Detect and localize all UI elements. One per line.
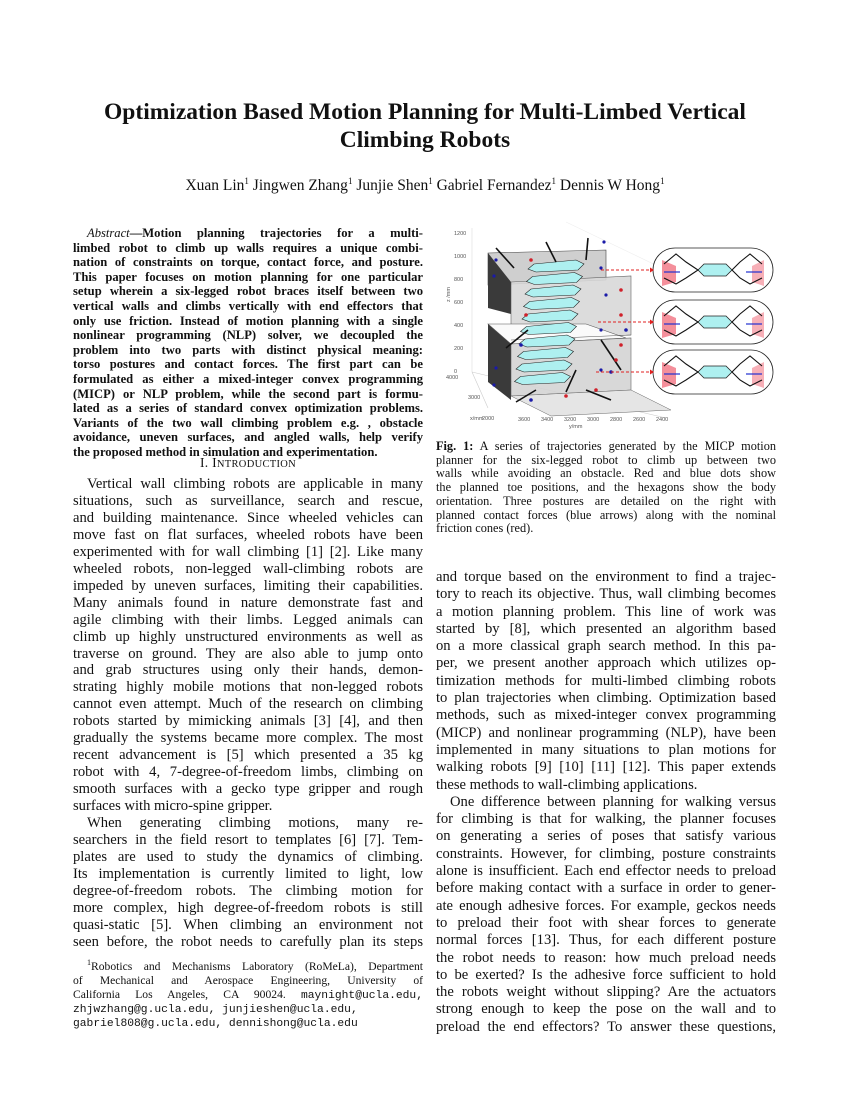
author-name: Junjie Shen — [356, 177, 429, 195]
caption-line — [436, 440, 776, 454]
toe-position-dot — [604, 293, 607, 296]
text-line: recent advancement is [5] which presented a 35 kg — [73, 747, 423, 764]
abstract-line — [73, 226, 423, 241]
text-line: normal forces [13]. Thus, for each different posture — [436, 932, 776, 949]
text-line: surfaces with micro-spine gripper. — [73, 798, 273, 815]
caption-line — [436, 509, 776, 523]
caption-text: the planned toe positions, and the hexagons show the body — [436, 480, 776, 495]
author-list — [0, 176, 850, 195]
author-affiliation-mark: 1 — [660, 176, 665, 186]
text-line: robot with 4, 7-degree-of-freedom limbs, climbing on — [73, 764, 423, 781]
abstract-text: formulated as either a mixed-integer convex programming — [73, 371, 423, 386]
y-tick-label: 3600 — [518, 417, 531, 423]
text-line: and building maintenance. Since wheeled vehicles can — [73, 509, 423, 526]
author-affiliation-mark: 1 — [551, 176, 556, 186]
text-line: more complex, high degree-of-freedom robots is still — [73, 899, 423, 916]
email-link[interactable]: gabriel808@g.ucla.edu, dennishong@ucla.edu — [73, 1017, 358, 1030]
text-line: plates are used to study the dynamics of climbing. — [73, 848, 423, 865]
text-line: and grab structures using only their hands, demon- — [73, 662, 423, 679]
text-line: and torque based on the environment to find a trajec- — [436, 569, 776, 585]
abstract-text: (MICP) or NLP problem, while the second part is formu- — [73, 386, 423, 401]
abstract-text: vertical walls and climbs vertically with end effectors that — [73, 298, 423, 313]
z-tick-label: 1200 — [454, 231, 467, 237]
abstract-line — [73, 241, 423, 256]
z-tick-label: 800 — [454, 277, 464, 283]
caption-text: A series of trajectories generated by the MICP motion — [473, 439, 776, 453]
abstract-line — [73, 328, 423, 343]
x-tick-label: 2000 — [482, 416, 495, 422]
toe-position-dot — [519, 343, 523, 347]
footnote-mark: 1 — [87, 958, 91, 967]
footnote-text: of Mechanical and Aerospace Engineering, University of — [73, 973, 423, 987]
text-line: smooth surfaces with a gecko type gripper and rough — [73, 781, 423, 798]
abstract-line — [73, 387, 423, 402]
abstract-text: only use friction. Instead of motion planning with a single — [73, 313, 423, 328]
section-title-initial: I — [212, 455, 217, 470]
text-line: Many animals found in nature demonstrate fast and — [73, 594, 423, 611]
body-hexagon — [698, 316, 732, 328]
z-tick-label: 200 — [454, 346, 464, 352]
abstract-text: nonlinear programming (NLP) solver, we decoupled the — [73, 328, 423, 343]
text-line: traverse on ground. They are also able to jump onto — [73, 645, 423, 662]
author-name: Gabriel Fernandez — [436, 177, 552, 195]
y-tick-label: 3200 — [564, 417, 577, 423]
text-line: situations, such as surveillance, search and rescue, — [73, 492, 423, 509]
abstract-line — [73, 430, 423, 445]
text-line: impeded by uneven surfaces, limiting their capabilities. — [73, 577, 423, 594]
toe-position-dot — [599, 368, 602, 371]
text-line: Its implementation is currently limited to light, low — [73, 865, 423, 882]
text-line: strong enough to keep the pose on the wall and to — [436, 1001, 776, 1018]
abstract-text: —Motion planning trajectories for a multi- — [129, 226, 423, 240]
caption-line — [436, 522, 776, 536]
text-line: quasi-static [5]. When climbing an environment not — [73, 916, 423, 933]
y-tick-label: 2600 — [633, 417, 646, 423]
caption-line — [436, 495, 776, 509]
abstract-text: setup wherein a six-legged robot braces itself between two — [73, 284, 423, 299]
y-tick-label: 3000 — [587, 417, 600, 423]
toe-position-dot — [492, 274, 495, 277]
abstract-line — [73, 284, 423, 299]
caption-text: walls while avoiding an obstacle. Red and blue dots show — [436, 466, 776, 481]
x-tick-label: 3000 — [468, 395, 481, 401]
text-line: the robots weight without slipping? Are the actuators — [436, 984, 776, 1001]
abstract-line — [73, 270, 423, 285]
text-line: climb up highly unstructured environments as well as — [73, 628, 423, 645]
caption-line — [436, 481, 776, 495]
text-line: move fast on flat surfaces, wheeled robots have been — [73, 526, 423, 543]
section-heading-introduction — [73, 455, 423, 471]
text-line: walking robots [9] [10] [11] [12]. This paper extends — [436, 759, 776, 776]
text-line: to be exerted? Is the adhesive force sufficient to hold — [436, 966, 776, 983]
toe-position-dot — [529, 258, 533, 262]
toe-position-dot — [594, 388, 598, 392]
abstract-line — [73, 255, 423, 270]
abstract-text: This paper focuses on motion planning for one particular — [73, 269, 423, 284]
abstract-text: the proposed method in simulation and experimentation. — [73, 444, 378, 459]
text-line: robots started by mimicking animals [3] [4], and then — [73, 713, 423, 730]
text-line: before making contact with a surface in order to gener- — [436, 880, 776, 897]
toe-position-dot — [494, 366, 497, 369]
abstract-line — [73, 401, 423, 416]
y-tick-label: 2400 — [656, 417, 669, 423]
toe-position-dot — [602, 240, 605, 243]
abstract-text: nation of constraints on torque, contact force, and posture. — [73, 255, 423, 270]
toe-position-dot — [564, 394, 568, 398]
paragraph — [73, 476, 423, 815]
abstract-line — [73, 314, 423, 329]
z-tick-label: 600 — [454, 300, 464, 306]
abstract-text: limbed robot to climb up walls requires a unique combi- — [73, 240, 423, 255]
text-line: to plan trajectories when climbing. Optimization based — [436, 690, 776, 707]
text-line: preload the end effectors? To answer these questions, — [436, 1018, 776, 1035]
text-line: constraints. However, for climbing, posture constraints — [436, 845, 776, 862]
text-line: degree-of-freedom robots. The climbing motion for — [73, 882, 423, 899]
abstract-line — [73, 372, 423, 387]
text-line: on a more classical graph search method. In this pa- — [436, 638, 776, 655]
caption-line — [436, 467, 776, 481]
caption-label: Fig. 1: — [436, 439, 474, 453]
toe-position-dot — [494, 258, 497, 261]
text-line: cannot even attempt. Much of the research on climbing — [73, 696, 423, 713]
abstract-line — [73, 416, 423, 431]
x-tick-label: 4000 — [446, 375, 459, 381]
footnote — [73, 956, 423, 1031]
toe-position-dot — [599, 266, 602, 269]
y-axis-label: y/mm — [569, 424, 583, 430]
section-number: I. — [199, 455, 209, 470]
right-column-body — [436, 569, 776, 1036]
author-affiliation-mark: 1 — [347, 176, 353, 186]
text-line: timization methods for multi-limbed climbing robots — [436, 672, 776, 689]
caption-text: orientation. Three postures are detailed on the right with — [436, 493, 776, 508]
abstract-text: torso postures and contact forces. The first part can be — [73, 357, 423, 372]
z-tick-label: 400 — [454, 323, 464, 329]
trajectory-plot — [436, 220, 776, 438]
abstract-line — [73, 357, 423, 372]
y-tick-label: 2800 — [610, 417, 623, 423]
z-tick-label: 0 — [454, 369, 458, 375]
author-name: Dennis W Hong — [559, 177, 661, 195]
text-line: gradually the systems became more complex. The most — [73, 730, 423, 747]
footnote-text: California Los Angeles, CA 90024. — [73, 987, 301, 1001]
text-line: wheeled robots, non-legged wall-climbing robots are — [73, 560, 423, 577]
text-line: tory to reach its objective. Thus, wall climbing becomes — [436, 586, 776, 603]
text-line: these methods to wall-climbing applications. — [436, 776, 698, 793]
toe-position-dot — [529, 398, 533, 402]
email-link[interactable]: zhjwzhang@g.ucla.edu, junjieshen@ucla.edu, — [73, 1003, 358, 1016]
caption-text: planned contact forces (blue arrows) along with the nominal — [436, 507, 776, 522]
toe-position-dot — [619, 288, 623, 292]
abstract-label: Abstract — [87, 226, 130, 240]
x-axis-label: x/mm — [470, 416, 484, 422]
text-line: per, we present another approach which utilizes op- — [436, 655, 776, 672]
toe-position-dot — [599, 328, 602, 331]
figure-caption — [436, 440, 776, 536]
text-line: (MICP) and nonlinear programming (NLP), have been — [436, 724, 776, 741]
z-tick-label: 1000 — [454, 254, 467, 260]
toe-position-dot — [614, 358, 618, 362]
caption-text: friction cones (red). — [436, 521, 534, 536]
toe-position-dot — [619, 343, 623, 347]
text-line: Vertical wall climbing robots are applicable in many — [87, 476, 423, 492]
text-line: implemented in many situations to plan motions for — [436, 741, 776, 758]
title-line: Optimization Based Motion Planning for Multi-Limbed Vertical — [104, 99, 746, 125]
text-line: ate enough adhesive forces. For example, geckos needs — [436, 897, 776, 914]
text-line: agile climbing with their limbs. Legged animals can — [73, 611, 423, 628]
toe-position-dot — [492, 383, 495, 386]
toe-position-dot — [524, 313, 528, 317]
paragraph — [436, 794, 776, 1036]
left-column-body — [73, 476, 423, 951]
text-line: on generating a series of poses that satisfy various — [436, 828, 776, 845]
toe-position-dot — [619, 313, 623, 317]
text-line: to preload their foot with shear forces to generate — [436, 914, 776, 931]
author-affiliation-mark: 1 — [428, 176, 433, 186]
text-line: a motion planning problem. This line of work was — [436, 603, 776, 620]
z-axis-label: z /mm — [446, 287, 452, 302]
text-line: strating highly mobile motions that non-legged robots — [73, 679, 423, 696]
title-line: Climbing Robots — [339, 127, 511, 153]
abstract-text: lated as a series of standard convex optimization problems. — [73, 401, 423, 416]
text-line: for climbing is that for walking, the planner focuses — [436, 811, 776, 828]
paper-title — [0, 98, 850, 154]
text-line: searchers in the field resort to templates [6] [7]. Tem- — [73, 832, 423, 849]
body-hexagon — [698, 366, 732, 378]
author-name: Jingwen Zhang — [252, 177, 348, 195]
email-link[interactable]: maynight@ucla.edu, — [300, 989, 423, 1002]
text-line: One difference between planning for walking versus — [450, 793, 776, 810]
toe-position-dot — [624, 328, 628, 332]
text-line: seen before, the robot needs to carefully plan its steps — [73, 933, 423, 950]
paragraph — [73, 815, 423, 951]
abstract-text: avoidance, uneven surfaces, and angled walls, help verify — [73, 430, 423, 445]
text-line: When generating climbing motions, many re- — [87, 815, 423, 832]
abstract-text: Variants of the two wall climbing problem e.g. , obstacle — [73, 415, 423, 430]
text-line: alone is insufficient. Each end effector needs to preload — [436, 863, 776, 880]
caption-line — [436, 454, 776, 468]
caption-text: planner for the six-legged robot to climb up between two — [436, 452, 776, 467]
abstract-text: problem into two parts with distinct physical meaning: — [73, 342, 423, 357]
abstract — [73, 226, 423, 460]
section-title-rest: NTRODUCTION — [216, 459, 297, 470]
text-line: experimented with for wall climbing [1] [2]. Like many — [73, 543, 423, 560]
footnote-text: Robotics and Mechanisms Laboratory (RoMeLa), Department — [91, 959, 423, 973]
y-tick-label: 3400 — [541, 417, 554, 423]
author-affiliation-mark: 1 — [244, 176, 249, 186]
text-line: methods, such as mixed-integer convex programming — [436, 707, 776, 724]
body-hexagon — [698, 264, 732, 276]
text-line: started by [8], which presented an algorithm based — [436, 620, 776, 637]
abstract-line — [73, 299, 423, 314]
figure-1 — [436, 220, 776, 438]
abstract-line — [73, 343, 423, 358]
author-name: Xuan Lin — [185, 177, 245, 195]
text-line: the robot needs to reason: how much preload needs — [436, 949, 776, 966]
paragraph — [436, 569, 776, 794]
